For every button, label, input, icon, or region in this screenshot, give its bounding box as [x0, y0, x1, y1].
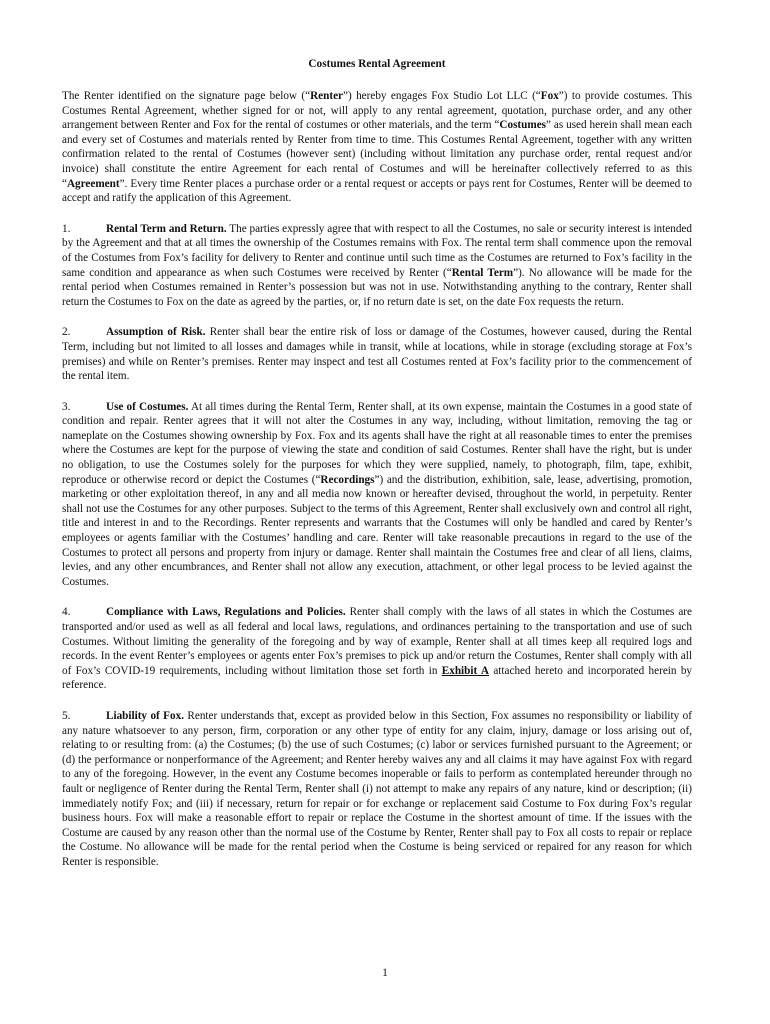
intro-text: ”) to provide costumes. This Costumes Rental Agreement, whether signed for or not, will apply to any rental agreement, quotation, purchase order, and any other arrangement between Renter and Fox for the rental of costumes or other materials, and the term “: [62, 90, 692, 132]
section-text: At all times during the Rental Term, Renter shall, at its own expense, maintain the Costumes in a good state of condition and repair. Renter agrees that it will not alter the Costumes in any way, including, without limitation, removing the tag or nameplate on the Costumes showing ownership by Fox. Fox and its agents shall have the right at all reasonable times to enter the premises where the Costumes are kept for the purpose of viewing the state and condition of said Costumes. Renter shall have the right, but is under no obligation, to use the Costumes solely for the purposes for which they were supplied, namely, to photograph, film, tape, exhibit, reproduce or otherwise record or depict the Costumes (“: [62, 400, 692, 486]
defined-term-renter: Renter: [310, 90, 344, 102]
section-1: [62, 222, 692, 310]
section-text: Renter shall bear the entire risk of loss or damage of the Costumes, however caused, during the Rental Term, including but not limited to all losses and damages while in transit, while at locations, while in storage (excluding storage at Fox’s premises) and while on Renter’s premises. Renter may inspect and test all Costumes rented at Fox’s facility prior to the commencement of the rental item.: [62, 326, 692, 383]
section-heading: Compliance with Laws, Regulations and Policies.: [106, 606, 346, 619]
intro-paragraph: [62, 89, 692, 206]
section-heading: Liability of Fox.: [106, 709, 184, 722]
intro-text: ”. Every time Renter places a purchase order or a rental request or accepts or pays rent for Costumes, Renter will be deemed to accept and ratify the application of this Agreement.: [62, 177, 692, 205]
section-heading: Assumption of Risk.: [106, 326, 206, 339]
defined-term-agreement: Agreement: [66, 177, 120, 190]
section-5: [62, 709, 692, 870]
section-number: 4.: [62, 606, 71, 619]
section-text: Renter understands that, except as provided below in this Section, Fox assumes no responsibility or liability of any nature whatsoever to any person, firm, corporation or any other type of entity for any claim, injury, damage or loss arising out of, relating to or resulting from: (a) the Costumes; (b) the use of such Costumes; (c) labor or services furnished pursuant to the Agreement; or (d) the performance or nonperformance of the Agreement; and Renter hereby waives any and all claims it may have against Fox with regard to any of the foregoing. However, in the event any Costume becomes inoperable or fails to perform as contemplated hereunder through no fault or negligence of Renter during the Rental Term, Renter shall (i) not attempt to make any repairs of any nature, kind or description; (ii) immediately notify Fox; and (iii) if necessary, return for repair or for exchange or replacement said Costume to Fox during Fox’s regular business hours. Fox will make a reasonable effort to repair or replace the Costume in the shortest amount of time. If the issues with the Costume are caused by any reason other than the normal use of the Costume by Renter, Renter shall pay to Fox all costs to repair or replace the Costume. No allowance will be made for the rental period when the Costume is being serviced or repaired for any reason for which Renter is responsible.: [62, 709, 692, 868]
section-4: [62, 605, 692, 693]
exhibit-a-reference: Exhibit A: [441, 664, 489, 677]
page-number: 1: [382, 967, 388, 979]
section-number: 5.: [62, 709, 71, 722]
section-text: attached hereto and incorporated herein by reference.: [62, 664, 693, 692]
defined-term-recordings: Recordings: [320, 473, 375, 486]
document-title: Costumes Rental Agreement: [308, 58, 446, 70]
section-heading: Use of Costumes.: [106, 400, 189, 413]
section-text: ”) and the distribution, exhibition, sale, lease, advertising, promotion, marketing or other exploitation thereof, in any and all media now known or hereafter devised, throughout the world, in perpetuity. Renter shall not use the Costumes for any other purposes. Subject to the terms of this Agreement, Renter shall exclusively own and control all right, title and interest in and to the Recordings. Renter represents and warrants that the Costumes will only be handled and cared by Renter’s employees or agents familiar with the Costumes’ handling and care. Renter will take reasonable precautions in regard to the use of the Costumes to protect all persons and property from injury or damage. Renter shall maintain the Costumes free and clear of all liens, claims, levies, and any other encumbrances, and Renter shall not allow any execution, attachment, or other legal process to be levied against the Costumes.: [62, 473, 692, 588]
section-text: Renter shall comply with the laws of all states in which the Costumes are transported and/or used as well as all federal and local laws, regulations, and ordinances pertaining to the transportation and use of such Costumes. Without limiting the generality of the foregoing and by way of example, Renter shall at all times keep all required logs and records. In the event Renter’s employees or agents enter Fox’s premises to pick up and/or return the Costumes, Renter shall comply with all of Fox’s COVID-19 requirements, including without limitation those set forth in: [62, 606, 692, 677]
intro-text: The Renter identified on the signature page below (“: [62, 90, 311, 102]
intro-text: ” as used herein shall mean each and every set of Costumes and materials rented by Renter from time to time. This Costumes Rental Agreement, together with any written confirmation related to the rental of Costumes (however sent) (including without limitation any purchase order, rental request and/or invoice) shall constitute the entire Agreement for each rental of Costumes and will be hereinafter collectively referred to as this “: [62, 119, 692, 190]
section-3: [62, 400, 692, 590]
section-number: 1.: [62, 222, 71, 235]
intro-text: ”) hereby engages Fox Studio Lot LLC (“: [343, 90, 541, 102]
defined-term-fox: Fox: [540, 90, 559, 102]
section-number: 3.: [62, 400, 71, 413]
section-heading: Rental Term and Return.: [106, 222, 227, 235]
defined-term-costumes: Costumes: [499, 119, 547, 132]
section-number: 2.: [62, 326, 71, 339]
section-2: [62, 325, 692, 383]
section-text: The parties expressly agree that with respect to all the Costumes, no sale or security interest is intended by the Agreement and that at all times the ownership of the Costumes remains with Fox. The rental term shall commence upon the removal of the Costumes from Fox’s facility for delivery to Renter and continue until such time as the Costumes are returned to Fox’s facility in the same condition and appearance as when such Costumes were received by Renter (“: [62, 222, 692, 279]
defined-term-rental-term: Rental Term: [451, 266, 514, 279]
section-text: ”). No allowance will be made for the rental period when Costumes remained in Renter’s possession but was not in use. Notwithstanding anything to the contrary, Renter shall return the Costumes to Fox on the date as agreed by the parties, or, if no return date is set, on the date Fox requests the return.: [62, 266, 692, 308]
